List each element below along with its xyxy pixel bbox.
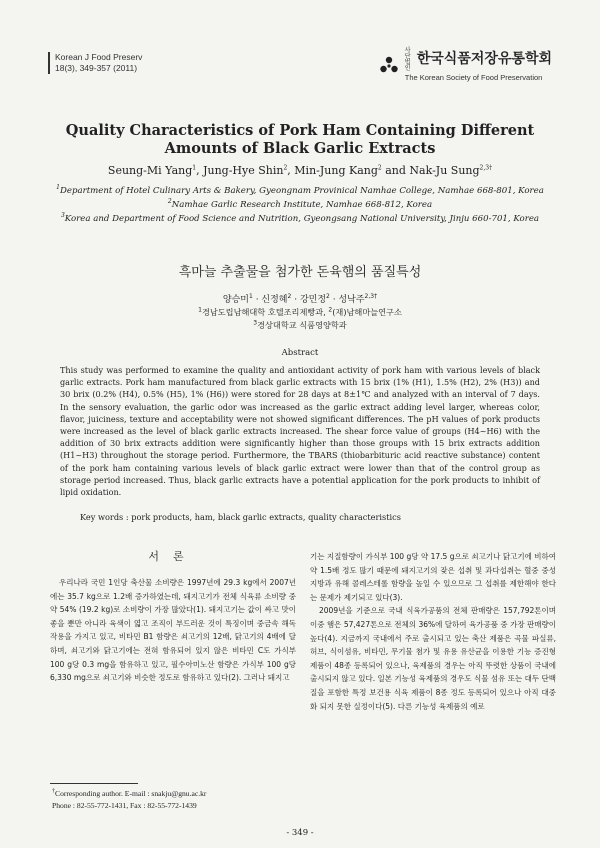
korean-affiliation: $^3$경상대학교 식품영양학과: [253, 319, 347, 330]
korean-title: 흑마늘 추출물을 첨가한 돈육햄의 품질특성: [178, 265, 422, 280]
keywords-text: pork products, ham, black garlic extracts, quality characteristics: [131, 512, 401, 522]
body-paragraph: 우리나라 국민 1인당 축산물 소비량은 1997년에 29.3 kg에서 2007년에는 35.7 kg으로 1.2배 증가하였는데, 돼지고기가 전체 식육류 소비량 중 약 54% (19.2 kg)로 소비량이 가장 많았다(1). 돼지고기는 값이 싸고 맛이 좋을 뿐만 아니라 육색이 엷고 조직이 부드러운 것이 특징이며 중금속 해독작용을 가지고 있고, 비타민 B1 함량은 쇠고기의 12배, 닭고기의 4배에 달하며, 쇠고기와 닭고기에는 전혀 함유되어 있지 않은 비타민 C도 가식부 100 g당 0.3 mg을 함유하고 있고, 필수아미노산 함량은 가식부 100 g당 6,330 mg으로 쇠고기와 비슷한 정도로 함유하고 있다(2). 그러나 돼지고: [50, 578, 296, 683]
body-paragraph: 기는 지질함량이 가식부 100 g당 약 17.5 g으로 쇠고기나 닭고기에 비하여 약 1.5배 정도 많기 때문에 돼지고기의 잦은 섭취 및 과다섭취는 혈중 중성 지방과 유해 콜레스테롤 함량을 높일 수 있으므로 그 섭취를 제한해야 한다는 문제가 제기되고 있다(3).: [310, 552, 556, 602]
korean-affiliation-list: [40, 306, 560, 332]
footnote-phone: Phone : 82-55-772-1431, Fax : 82-55-772-1439: [52, 801, 197, 810]
society-emblem-icon: [378, 54, 400, 76]
footnote: †Corresponding author. E-mail : snakju@gnu.ac.kr Phone : 82-55-772-1431, Fax : 82-55-772-1439: [52, 788, 207, 810]
society-name-ko: 한국식품저장유통학회: [416, 50, 552, 66]
society-tag: 사단 법인: [404, 48, 411, 72]
society-name-en: The Korean Society of Food Preservation: [404, 73, 543, 82]
section-heading-intro: 서론: [148, 550, 198, 563]
abstract-heading: Abstract: [281, 348, 319, 358]
author-list: Seung-Mi Yang$^1$, Jung-Hye Shin$^2$, Min-Jung Kang$^2$ and Nak-Ju Sung$^{2,3\dagger}$: [107, 164, 493, 177]
abstract-text: This study was performed to examine the quality and antioxidant activity of pork ham with various levels of black garlic extracts. Pork ham manufactured from black garlic extracts with 15 brix (1% (H1), 1.5% (H2), 2% (H3)) and 30 brix (0.2% (H4), 0.5% (H5), 1% (H6)) were stored for 28 days at 8±1℃ and analyzed with an interval of 7 days. In the sensory evaluation, the garlic odor was increased as the garlic extract adding level larger, whereas color, flavor, juiciness, texture and acceptability were not showed significant differences. The pH values of pork products were increased as the level of black garlic extracts increased. The shear force value of groups (H4~H6) with the addition of 30 brix extracts addition were significantly higher than those groups with 15 brix extracts addition (H1~H3) throughout the storage period. Furthermore, the TBARS (thiobarbituric acid reactive substance) content of the pork ham containing various levels of black garlic extract were lower than that of the control group as storage period increased. Thus, black garlic extracts have a potential application for the pork products to inhibit of lipid oxidation.: [60, 365, 540, 498]
author: Jung-Hye Shin: [203, 164, 284, 177]
author: Nak-Ju Sung: [409, 164, 480, 177]
society-header: [378, 48, 552, 82]
journal-volume: 18(3), 349-357 (2011): [55, 63, 138, 73]
body-paragraph: 2009년을 기준으로 국내 식육가공품의 전체 판매량은 157,792톤이며 이중 햄은 57,427톤으로 전체의 36%에 달하여 육가공품 중 가장 판매량이 높다(4). 지금까지 국내에서 주로 출시되고 있는 축산 제품은 곡물 파실류, 허브, 식이섬유, 비타민, 무기물 첨가 및 유용 유산균을 이용한 기능 증진형 제품이 48종 등록되어 있으나, 육제품의 경우는 아직 뚜렷한 상품이 국내에 출시되지 않고 있다. 일본 기능성 육제품의 경우도 식물 섬유 또는 대두 단백질을 포함한 특정 보건용 식육 제품이 8종 정도 등록되어 있으나 아직 대중화 되지 못한 실정이다(5). 다른 기능성 육제품의 예로: [310, 606, 556, 711]
body-column-left: [50, 576, 296, 685]
footnote-email: Corresponding author. E-mail : snakju@gnu.ac.kr: [55, 789, 207, 798]
keywords-line: [80, 512, 550, 522]
keywords-label: Key words :: [80, 512, 129, 522]
korean-affiliation: $^1$경남도립남해대학 호텔조리제빵과, $^2$(재)남해마늘연구소: [198, 306, 402, 317]
affiliation: $^3$Korea and Department of Food Science and Nutrition, Gyeongsang National University, Jinju 660-701, Korea: [60, 212, 540, 224]
journal-name: Korean J Food Preserv: [55, 52, 143, 62]
body-column-right: [310, 550, 556, 713]
korean-author-list: 양승미$^1$ · 신정혜$^2$ · 강민정$^2$ · 성낙주$^{2,3\dagger}$: [222, 293, 378, 305]
journal-citation: [48, 52, 142, 74]
affiliation: $^2$Namhae Garlic Research Institute, Namhae 668-812, Korea: [167, 198, 433, 210]
page-number: - 349 -: [286, 828, 314, 838]
affiliation: $^1$Department of Hotel Culinary Arts & Bakery, Gyeongnam Provinical Namhae College, Namhae 668-801, Korea: [56, 184, 544, 196]
paper-title: Quality Characteristics of Pork Ham Containing Different Amounts of Black Garlic Extracts: [65, 122, 535, 157]
author: Min-Jung Kang: [294, 164, 378, 177]
society-name: [405, 48, 552, 82]
affiliation-list: [40, 184, 560, 226]
author: Seung-Mi Yang: [107, 164, 193, 177]
footnote-rule: [50, 783, 138, 784]
